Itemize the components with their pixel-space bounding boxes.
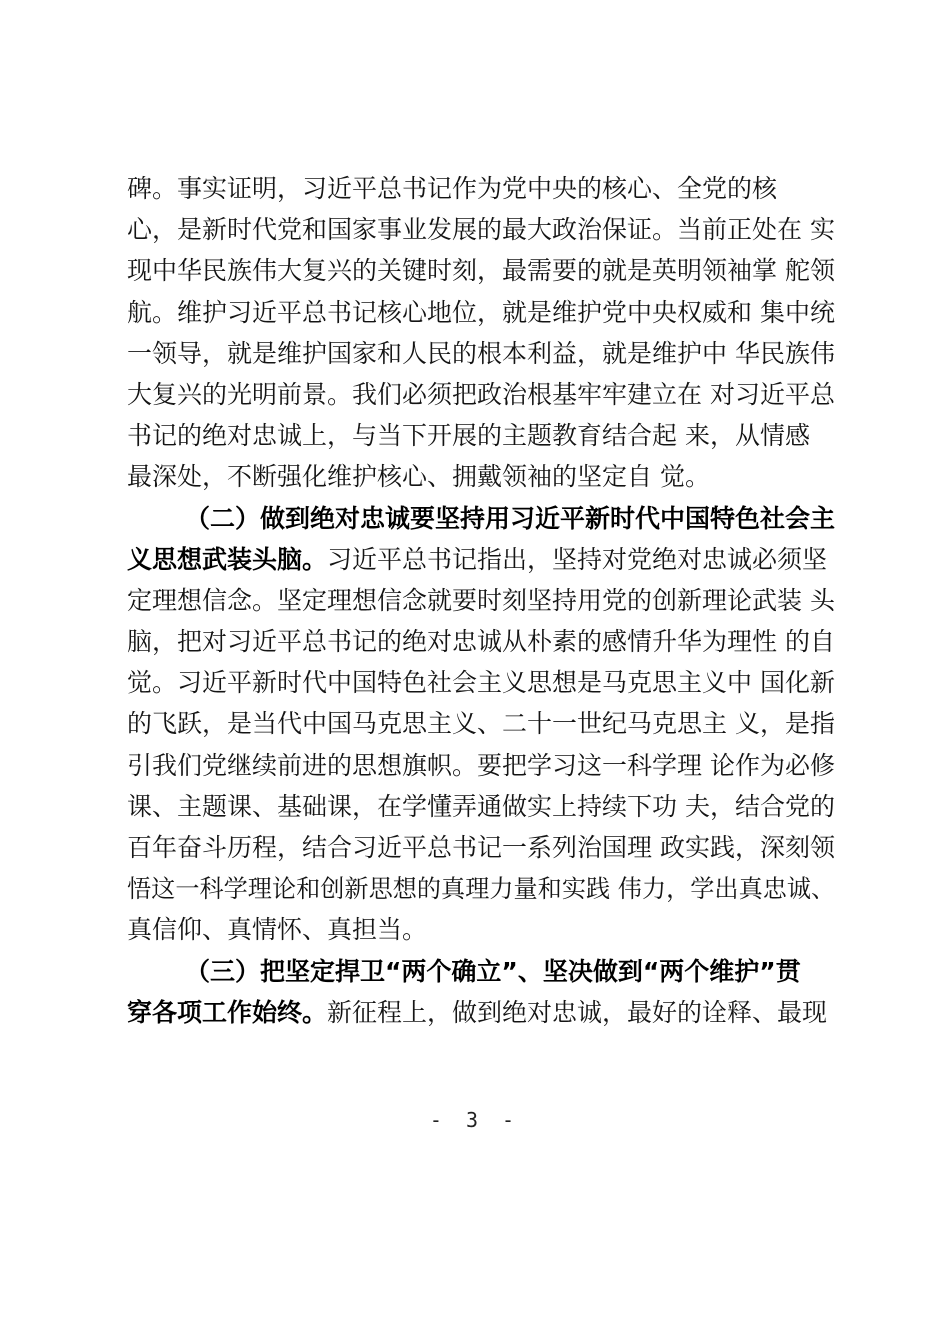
text-line-5: 一领导，就是维护国家和人民的根本利益，就是维护中 华民族伟 <box>127 338 835 368</box>
text-line-13: 觉。习近平新时代中国特色社会主义思想是马克思主义中 国化新 <box>127 668 835 698</box>
page-number: - 3 - <box>429 1108 521 1132</box>
text-line-7: 书记的绝对忠诚上，与当下开展的主题教育结合起 来，从情感 <box>127 421 810 451</box>
text-line-3: 现中华民族伟大复兴的关键时刻，最需要的就是英明领袖掌 舵领 <box>127 256 835 286</box>
text-line-6: 大复兴的光明前景。我们必须把政治根基牢牢建立在 对习近平总 <box>127 379 835 409</box>
text-line-19: 真信仰、真情怀、真担当。 <box>127 915 428 945</box>
text-line-1: 碑。事实证明，习近平总书记作为党中央的核心、全党的核 <box>127 174 778 203</box>
section-heading-3: （三）把坚定捍卫“两个确立”、坚决做到“两个维护”贯 <box>185 956 801 986</box>
text-line-16: 课、主题课、基础课，在学懂弄通做实上持续下功 夫，结合党的 <box>127 791 835 821</box>
text-line-17: 百年奋斗历程，结合习近平总书记一系列治国理 政实践，深刻领 <box>127 833 835 862</box>
text-line-18: 悟这一科学理论和创新思想的真理力量和实践 伟力，学出真忠诚、 <box>127 875 836 904</box>
body-text <box>127 168 839 1033</box>
heading-2-continuation: 义思想武装头脑。 <box>127 544 328 574</box>
text-line-11: 定理想信念。坚定理想信念就要时刻坚持用党的创新理论武装 头 <box>127 585 835 615</box>
text-line-8: 最深处，不断强化维护核心、拥戴领袖的坚定自 觉。 <box>127 462 710 492</box>
text-line-15: 引我们党继续前进的思想旗帜。要把学习这一科学理 论作为必修 <box>127 750 835 780</box>
text-line-4: 航。维护习近平总书记核心地位，就是维护党中央权威和 集中统 <box>127 297 835 327</box>
text-line-21: 穿各项工作始终。新征程上，做到绝对忠诚，最好的诠释、最现 <box>127 997 828 1027</box>
text-line-2: 心，是新时代党和国家事业发展的最大政治保证。当前正处在 实 <box>127 215 835 245</box>
text-line-14: 的飞跃，是当代中国马克思主义、二十一世纪马克思主 义，是指 <box>127 709 835 739</box>
text-line-12: 脑，把对习近平总书记的绝对忠诚从朴素的感情升华为理性 的自 <box>127 627 835 657</box>
section-heading-2: （二）做到绝对忠诚要坚持用习近平新时代中国特色社会主 <box>185 503 836 533</box>
text-line-10: 义思想武装头脑。习近平总书记指出，坚持对党绝对忠诚必须坚 <box>127 544 828 574</box>
heading-3-continuation: 穿各项工作始终。 <box>127 997 328 1027</box>
